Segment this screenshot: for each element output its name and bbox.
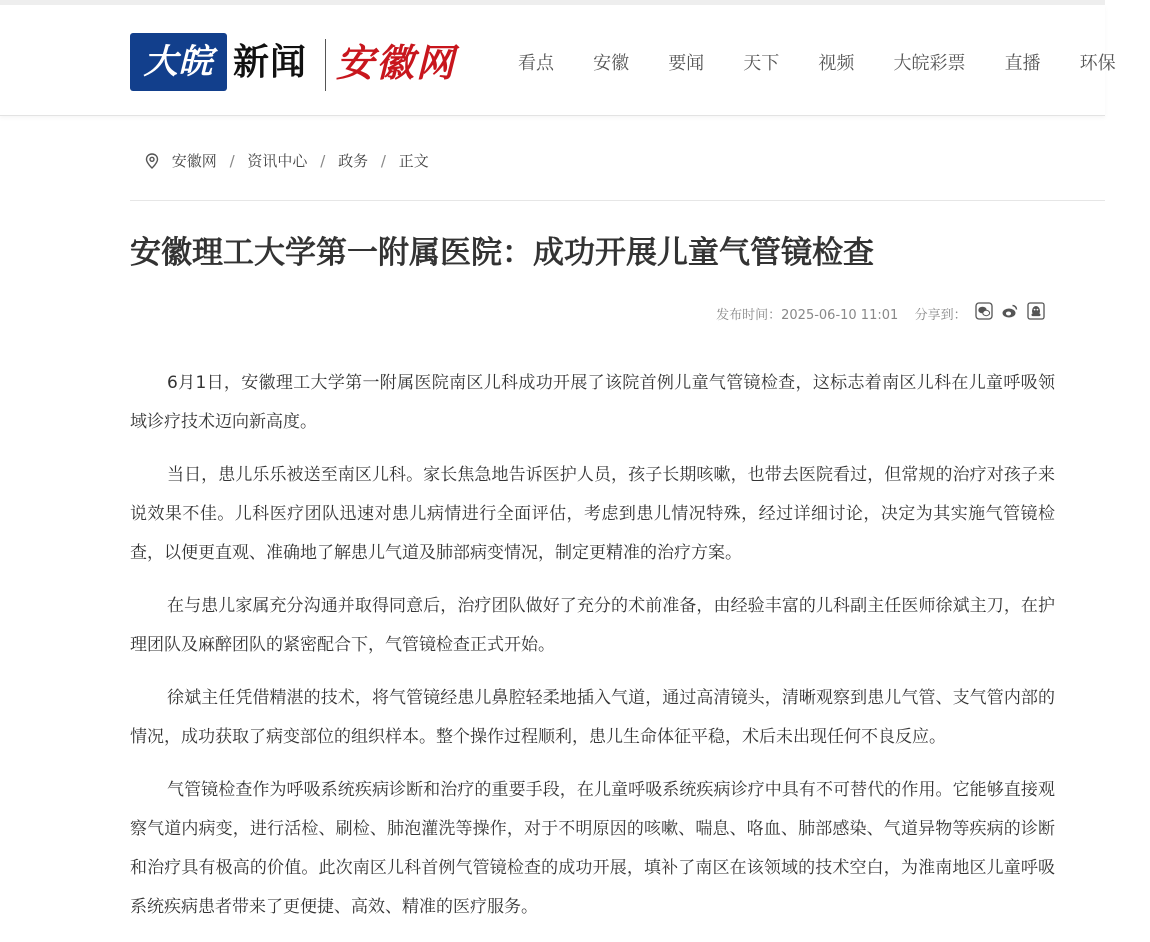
article-paragraph: 当日，患儿乐乐被送至南区儿科。家长焦急地告诉医护人员，孩子长期咳嗽，也带去医院看过，但常规的治疗对孩子来说效果不佳。儿科医疗团队迅速对患儿病情进行全面评估，考虑到患儿情况特殊，经过详细讨论，决定为其实施气管镜检查，以便更直观、准确地了解患儿气道及肺部病变情况，制定更精准的治疗方案。 bbox=[130, 465, 1055, 563]
location-pin-icon bbox=[145, 153, 159, 169]
breadcrumb-government[interactable]: 政务 bbox=[338, 152, 369, 170]
site-header bbox=[0, 5, 1116, 116]
breadcrumb-current: 正文 bbox=[398, 152, 429, 170]
breadcrumb bbox=[145, 150, 429, 172]
article-meta bbox=[716, 302, 1045, 329]
nav-item-yaowen[interactable]: 要闻 bbox=[668, 53, 705, 74]
breadcrumb-separator: / bbox=[380, 152, 386, 170]
nav-item-kandian[interactable]: 看点 bbox=[518, 53, 554, 74]
divider bbox=[130, 200, 1105, 201]
logo-news-text[interactable]: 新闻 bbox=[233, 42, 308, 83]
article-paragraph: 在与患儿家属充分沟通并取得同意后，治疗团队做好了充分的术前准备，由经验丰富的儿科副主任医师徐斌主刀，在护理团队及麻醉团队的紧密配合下，气管镜检查正式开始。 bbox=[130, 596, 1055, 655]
article-title: 安徽理工大学第一附属医院：成功开展儿童气管镜检查 bbox=[130, 235, 874, 271]
main-nav bbox=[518, 49, 1150, 79]
wechat-share-icon[interactable] bbox=[975, 302, 993, 329]
publish-time: 2025-06-10 11:01 bbox=[781, 308, 899, 323]
breadcrumb-news-center[interactable]: 资讯中心 bbox=[247, 152, 308, 170]
breadcrumb-home[interactable]: 安徽网 bbox=[171, 152, 217, 170]
article-paragraph: 气管镜检查作为呼吸系统疾病诊断和治疗的重要手段，在儿童呼吸系统疾病诊疗中具有不可替代的作用。它能够直接观察气道内病变，进行活检、刷检、肺泡灌洗等操作，对于不明原因的咳嗽、喘息、咯血、肺部感染、气道异物等疾病的诊断和治疗具有极高的价值。此次南区儿科首例气管镜检查的成功开展，填补了南区在该领域的技术空白，为淮南地区儿童呼吸系统疾病患者带来了更便捷、高效、精准的医疗服务。 bbox=[130, 780, 1055, 917]
nav-item-tianxia[interactable]: 天下 bbox=[743, 53, 780, 74]
nav-item-environment[interactable]: 环保 bbox=[1079, 53, 1116, 74]
breadcrumb-separator: / bbox=[229, 152, 235, 170]
weibo-share-icon[interactable] bbox=[1001, 302, 1019, 329]
publish-label: 发布时间： bbox=[716, 308, 782, 323]
share-label: 分享到： bbox=[914, 308, 967, 323]
logo-divider bbox=[325, 39, 326, 91]
qq-share-icon[interactable] bbox=[1027, 302, 1045, 329]
nav-item-lottery[interactable]: 大皖彩票 bbox=[893, 53, 966, 74]
logo-dawan[interactable]: 大皖 bbox=[130, 33, 227, 91]
nav-item-video[interactable]: 视频 bbox=[818, 53, 855, 74]
article-body bbox=[130, 364, 1055, 941]
logo-anhui-net[interactable]: 安徽网 bbox=[336, 40, 457, 85]
article-paragraph: 徐斌主任凭借精湛的技术，将气管镜经患儿鼻腔轻柔地插入气道，通过高清镜头，清晰观察到患儿气管、支气管内部的情况，成功获取了病变部位的组织样本。整个操作过程顺利，患儿生命体征平稳，术后未出现任何不良反应。 bbox=[130, 688, 1055, 747]
nav-item-live[interactable]: 直播 bbox=[1004, 53, 1041, 74]
nav-item-anhui[interactable]: 安徽 bbox=[593, 53, 630, 74]
breadcrumb-separator: / bbox=[320, 152, 326, 170]
article-paragraph: 6月1日，安徽理工大学第一附属医院南区儿科成功开展了该院首例儿童气管镜检查，这标志着南区儿科在儿童呼吸领域诊疗技术迈向新高度。 bbox=[130, 373, 1055, 432]
